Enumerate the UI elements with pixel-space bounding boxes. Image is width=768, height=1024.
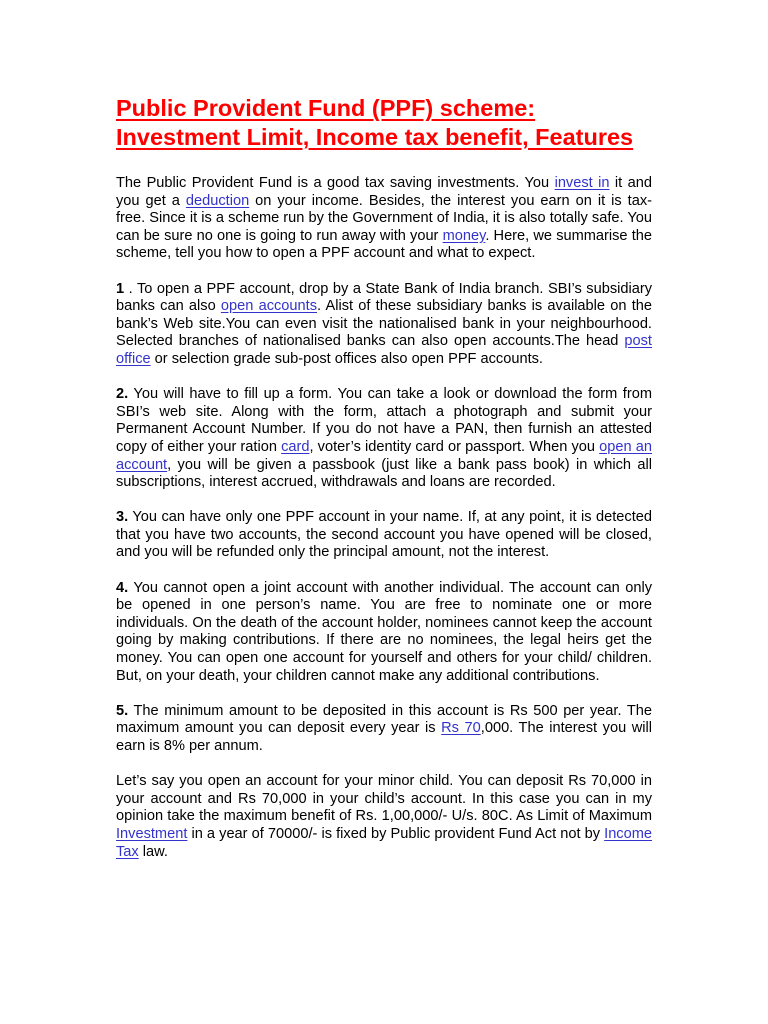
intro-text-4: . Here, we summarise the scheme, tell you how to open a PPF account and what to expect. <box>116 227 652 262</box>
open-accounts-link[interactable]: open accounts <box>220 298 318 315</box>
income-tax-link[interactable]: Income Tax <box>116 825 652 860</box>
point-1-text-1: . To open a PPF account, drop by a State Bank of India branch. SBI’s subsidiary banks can also <box>116 280 652 315</box>
open-an-account-link[interactable]: open an account <box>116 438 652 473</box>
point-3-number: 3. <box>116 509 129 526</box>
point-1-number: 1 <box>116 280 125 297</box>
point-2-paragraph <box>116 386 652 492</box>
point-1-text-3: or selection grade sub-post offices also open PPF accounts. <box>150 350 543 367</box>
title-line-2: Investment Limit, Income tax benefit, Features <box>116 124 634 150</box>
point-4-number: 4. <box>116 579 129 596</box>
intro-text-2: it and you get a <box>116 175 653 209</box>
example-paragraph <box>116 773 652 861</box>
point-3-paragraph <box>116 509 652 562</box>
point-4-paragraph <box>116 580 652 686</box>
point-1-text-2: . Alist of these subsidiary banks is available on the bank’s Web site.You can even visit the nationalised bank in your neighbourhood. Selected branches of nationalised banks can also open accounts.The head <box>116 298 652 350</box>
deduction-link[interactable]: deduction <box>185 192 250 209</box>
intro-paragraph <box>116 175 652 263</box>
point-5-number: 5. <box>116 702 129 719</box>
investment-link[interactable]: Investment <box>116 825 188 842</box>
card-link[interactable]: card <box>281 438 310 455</box>
example-text-3: law. <box>138 843 168 860</box>
point-1-paragraph <box>116 281 652 369</box>
point-2-number: 2. <box>116 386 129 403</box>
point-5-text-1: The minimum amount to be deposited in this account is Rs 500 per year. The maximum amount you can deposit every year is <box>116 702 652 737</box>
point-5-text-2: ,000. The interest you will earn is 8% per annum. <box>116 720 653 754</box>
intro-text-3: on your income. Besides, the interest you earn on it is tax-free. Since it is a scheme run by the Government of India, it is also totally safe. You can be sure no one is going to run away with your <box>116 192 652 244</box>
post-office-link[interactable]: post office <box>116 333 652 367</box>
page-title <box>116 94 652 152</box>
point-2-text-3: , you will be given a passbook (just like a bank pass book) in which all subscriptions, interest accrued, withdrawals and loans are recorded. <box>116 456 652 491</box>
example-text-2: in a year of 70000/- is fixed by Public provident Fund Act not by <box>187 825 605 842</box>
money-link[interactable]: money <box>442 227 486 244</box>
point-2-text-1: You will have to fill up a form. You can take a look or download the form from SBI’s web site. Along with the form, attach a photograph and submit your Permanent Account Number. If you do not have a PAN, then furnish an attested copy of either your ration <box>116 386 652 455</box>
intro-text-1: The Public Provident Fund is a good tax saving investments. You <box>116 175 555 191</box>
point-2-text-2: , voter’s identity card or passport. When you <box>309 438 600 455</box>
point-3-text-1: You can have only one PPF account in your name. If, at any point, it is detected that you have two accounts, the second account you have opened will be closed, and you will be refunded only the principal amount, not the interest. <box>116 509 652 561</box>
title-line-1: Public Provident Fund (PPF) scheme: <box>116 95 536 121</box>
rs-70-link[interactable]: Rs 70 <box>441 720 481 737</box>
example-text-1: Let’s say you open an account for your minor child. You can deposit Rs 70,000 in your account and Rs 70,000 in your child’s account. In this case you can in my opinion take the maximum benefit of Rs. 1,00,000/- U/s. 80C. As Limit of Maximum <box>116 773 652 825</box>
invest-in-link[interactable]: invest in <box>554 175 610 191</box>
point-5-paragraph <box>116 703 652 756</box>
point-4-text-1: You cannot open a joint account with another individual. The account can only be opened in one person’s name. You are free to nominate one or more individuals. On the death of the account holder, nominees cannot keep the account going by making contributions. If there are no nominees, the legal heirs get the money. You can open one account for yourself and others for your child/ children. But, on your death, your children cannot make any additional contributions. <box>116 579 652 684</box>
